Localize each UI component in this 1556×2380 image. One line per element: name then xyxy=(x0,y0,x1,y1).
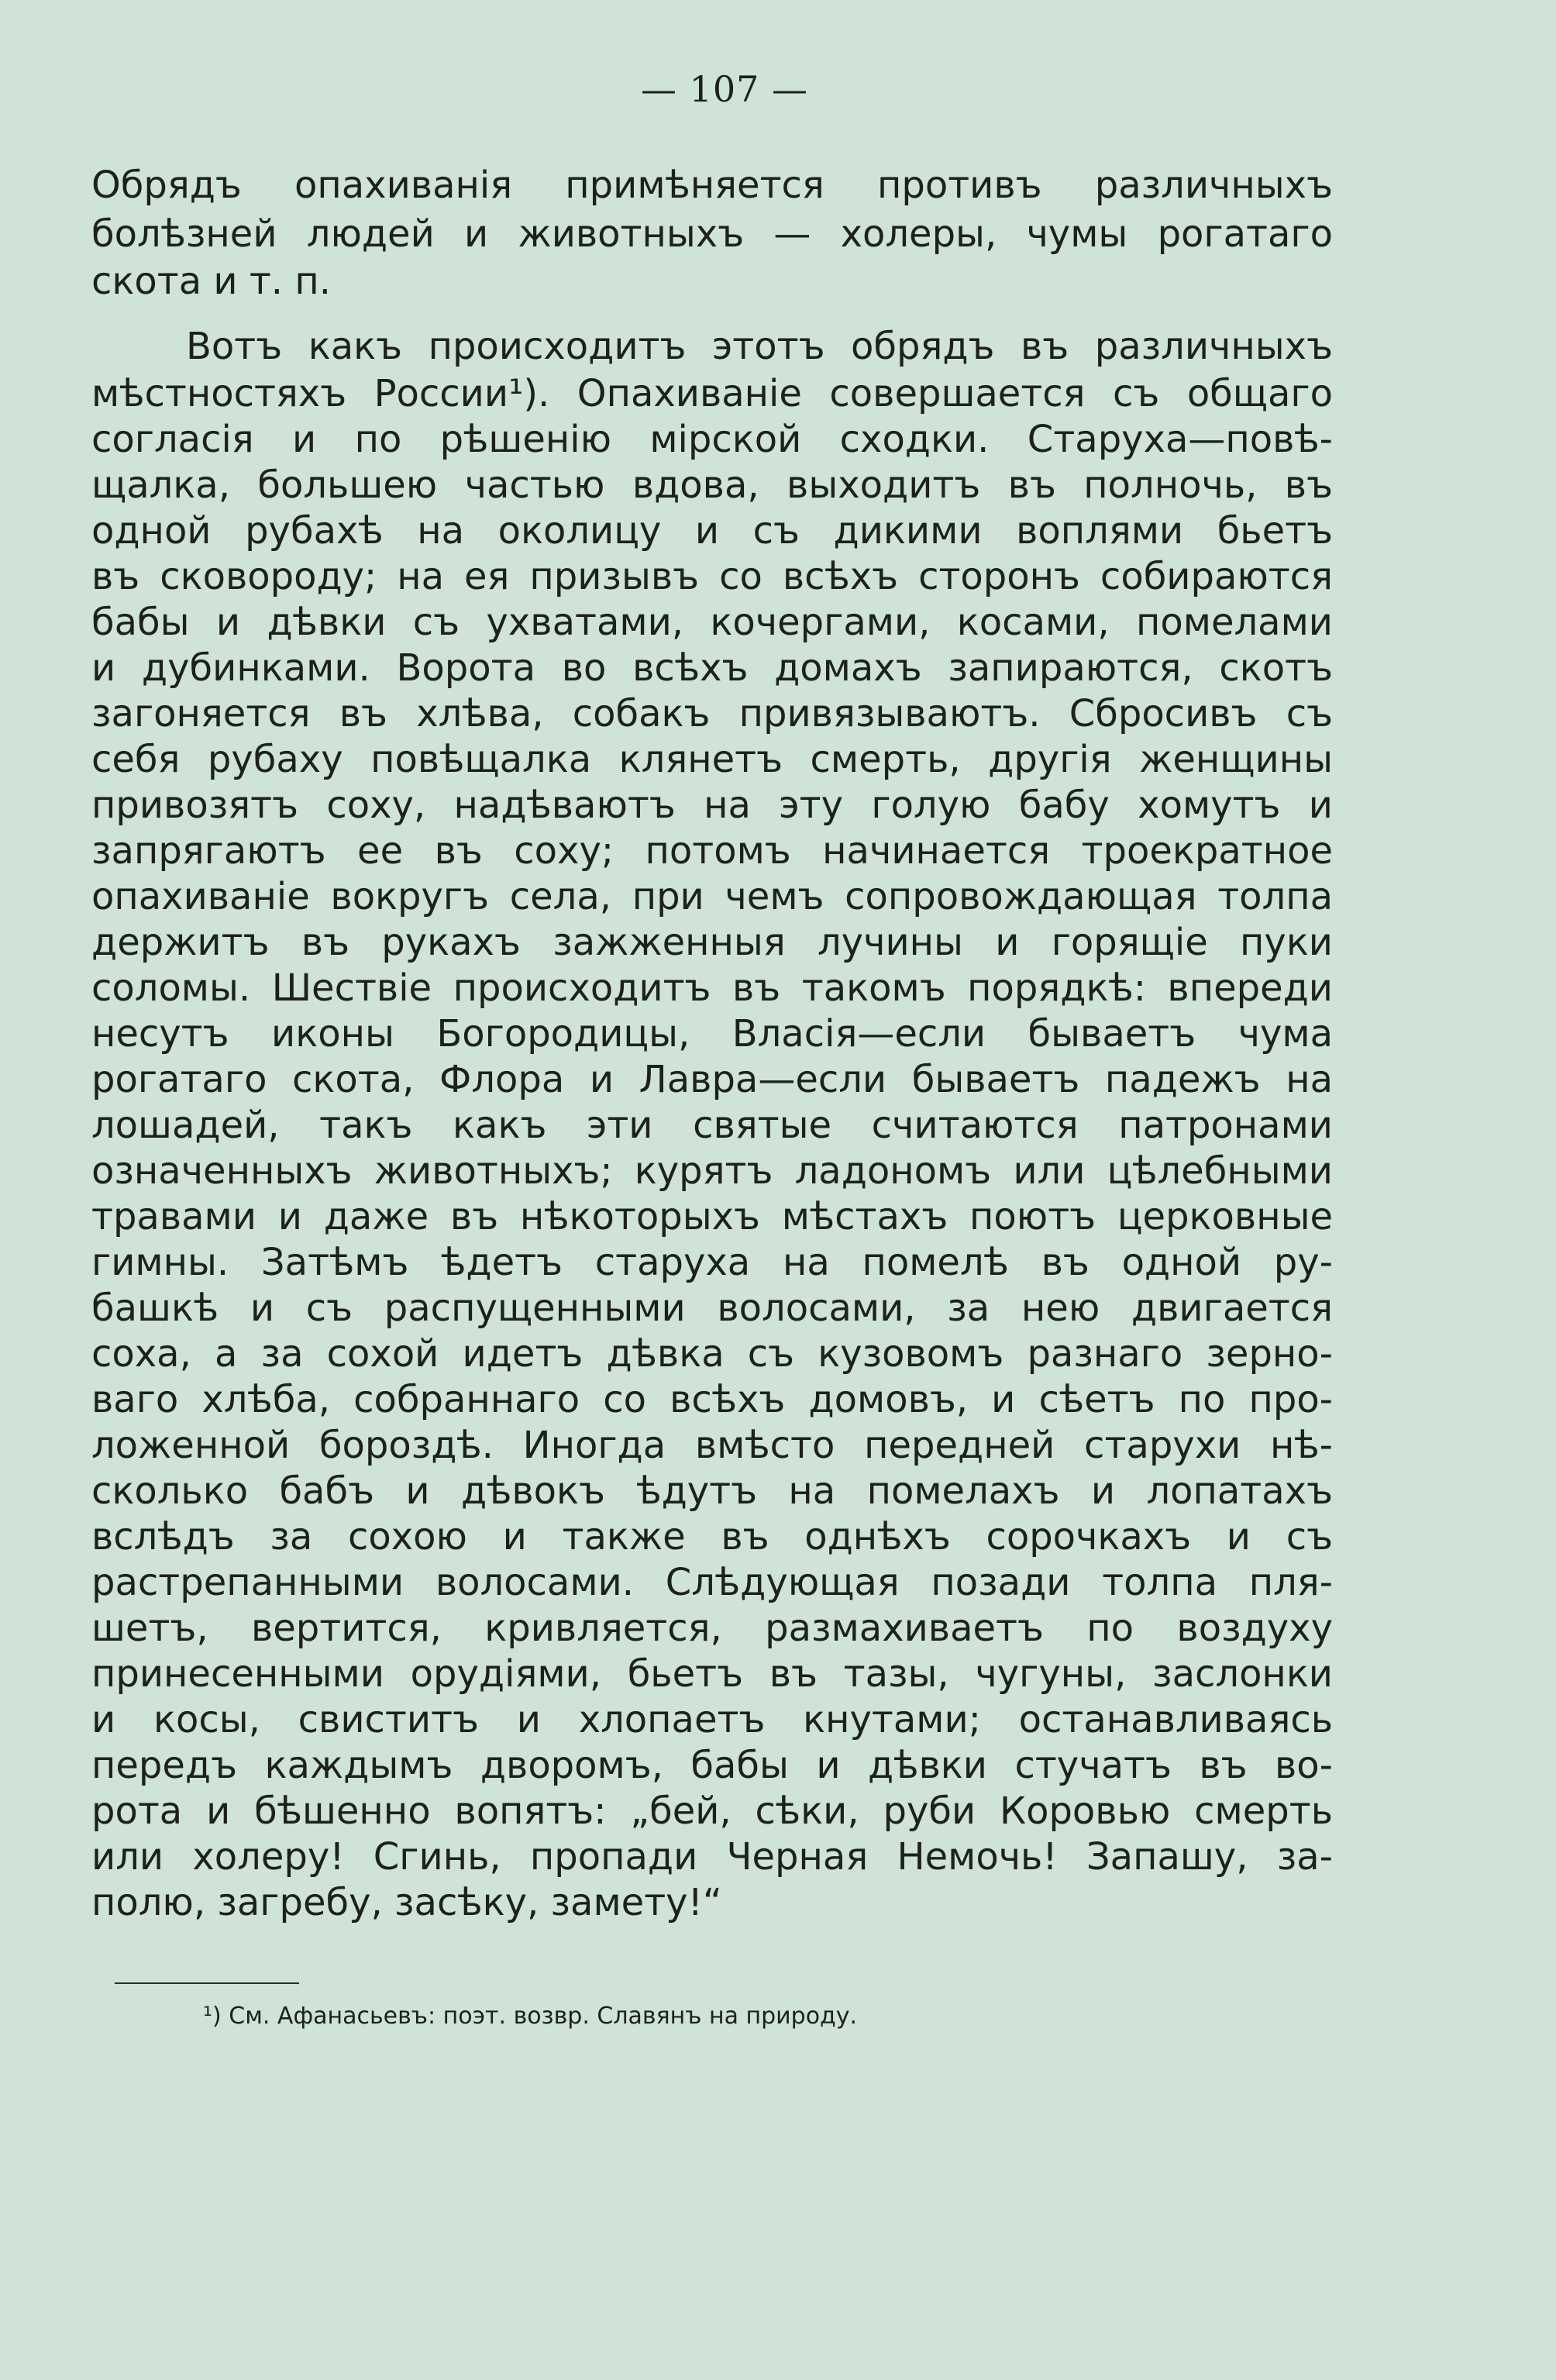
text-line: рота и бѣшенно вопятъ: „бей, сѣки, руби Коровью смерть xyxy=(91,1789,1333,1833)
text-line: соха, а за сохой идетъ дѣвка съ кузовомъ разнаго зерно- xyxy=(91,1332,1333,1376)
text-line: бабы и дѣвки съ ухватами, кочергами, косами, помелами xyxy=(91,601,1333,644)
text-line: соломы. Шествіе происходитъ въ такомъ порядкѣ: впереди xyxy=(91,966,1333,1010)
footnote: ¹) См. Афанасьевъ: поэт. возвр. Славянъ на природу. xyxy=(203,2003,858,2030)
text-line: полю, загребу, засѣку, замету!“ xyxy=(91,1881,722,1924)
text-line: привозятъ соху, надѣваютъ на эту голую бабу хомутъ и xyxy=(91,784,1333,827)
text-line: лошадей, такъ какъ эти святые считаются патронами xyxy=(91,1104,1333,1147)
text-line: передъ каждымъ дворомъ, бабы и дѣвки стучатъ въ во- xyxy=(91,1744,1333,1787)
text-line: и косы, свиститъ и хлопаетъ кнутами; останавливаясь xyxy=(91,1698,1333,1741)
text-line: принесенными орудіями, бьетъ въ тазы, чугуны, заслонки xyxy=(91,1652,1333,1696)
footnote-divider xyxy=(115,1982,299,1984)
text-line: Вотъ какъ происходитъ этотъ обрядъ въ различныхъ xyxy=(186,325,1333,368)
text-line: и дубинками. Ворота во всѣхъ домахъ запираются, скотъ xyxy=(91,646,1333,690)
text-line: въ сковороду; на ея призывъ со всѣхъ сторонъ собираются xyxy=(91,555,1333,598)
text-line: шетъ, вертится, кривляется, размахиваетъ по воздуху xyxy=(91,1607,1333,1650)
text-line: гимны. Затѣмъ ѣдетъ старуха на помелѣ въ одной ру- xyxy=(91,1241,1333,1284)
text-line: болѣзней людей и животныхъ — холеры, чумы рогатаго xyxy=(91,212,1333,256)
text-line: сколько бабъ и дѣвокъ ѣдутъ на помелахъ и лопатахъ xyxy=(91,1469,1333,1513)
text-line: башкѣ и съ распущенными волосами, за нею двигается xyxy=(91,1286,1333,1330)
text-line: ваго хлѣба, собраннаго со всѣхъ домовъ, и сѣетъ по про- xyxy=(91,1378,1333,1421)
text-line: вслѣдъ за сохою и также въ однѣхъ сорочкахъ и съ xyxy=(91,1515,1333,1559)
text-line: означенныхъ животныхъ; курятъ ладономъ или цѣлебными xyxy=(91,1149,1333,1193)
text-line: загоняется въ хлѣва, собакъ привязываютъ. Сбросивъ съ xyxy=(91,692,1333,735)
text-line: мѣстностяхъ России¹). Опахиваніе совершается съ общаго xyxy=(91,372,1333,415)
text-line: одной рубахѣ на околицу и съ дикими воплями бьетъ xyxy=(91,509,1333,553)
text-line: или холеру! Сгинь, пропади Черная Немочь! Запашу, за- xyxy=(91,1835,1333,1879)
text-line: скота и т. п. xyxy=(91,260,331,303)
text-line: ложенной бороздѣ. Иногда вмѣсто передней старухи нѣ- xyxy=(91,1424,1333,1467)
text-line: согласія и по рѣшенію мірской сходки. Старуха—повѣ- xyxy=(91,418,1333,461)
text-line: опахиваніе вокругъ села, при чемъ сопровождающая толпа xyxy=(91,875,1333,918)
text-line: растрепанными волосами. Слѣдующая позади толпа пля- xyxy=(91,1561,1333,1604)
text-line: держитъ въ рукахъ зажженныя лучины и горящіе пуки xyxy=(91,921,1333,964)
page-number: — 107 — xyxy=(640,68,809,110)
text-line: себя рубаху повѣщалка клянетъ смерть, другія женщины xyxy=(91,738,1333,781)
text-line: щалка, большею частью вдова, выходитъ въ полночь, въ xyxy=(91,463,1333,507)
text-line: рогатаго скота, Флора и Лавра—если бываетъ падежъ на xyxy=(91,1058,1333,1101)
text-line: травами и даже въ нѣкоторыхъ мѣстахъ поютъ церковные xyxy=(91,1195,1333,1238)
text-line: Обрядъ опахиванія примѣняется противъ различныхъ xyxy=(91,164,1333,207)
text-line: несутъ иконы Богородицы, Власія—если бываетъ чума xyxy=(91,1012,1333,1056)
text-line: запрягаютъ ее въ соху; потомъ начинается троекратное xyxy=(91,829,1333,873)
